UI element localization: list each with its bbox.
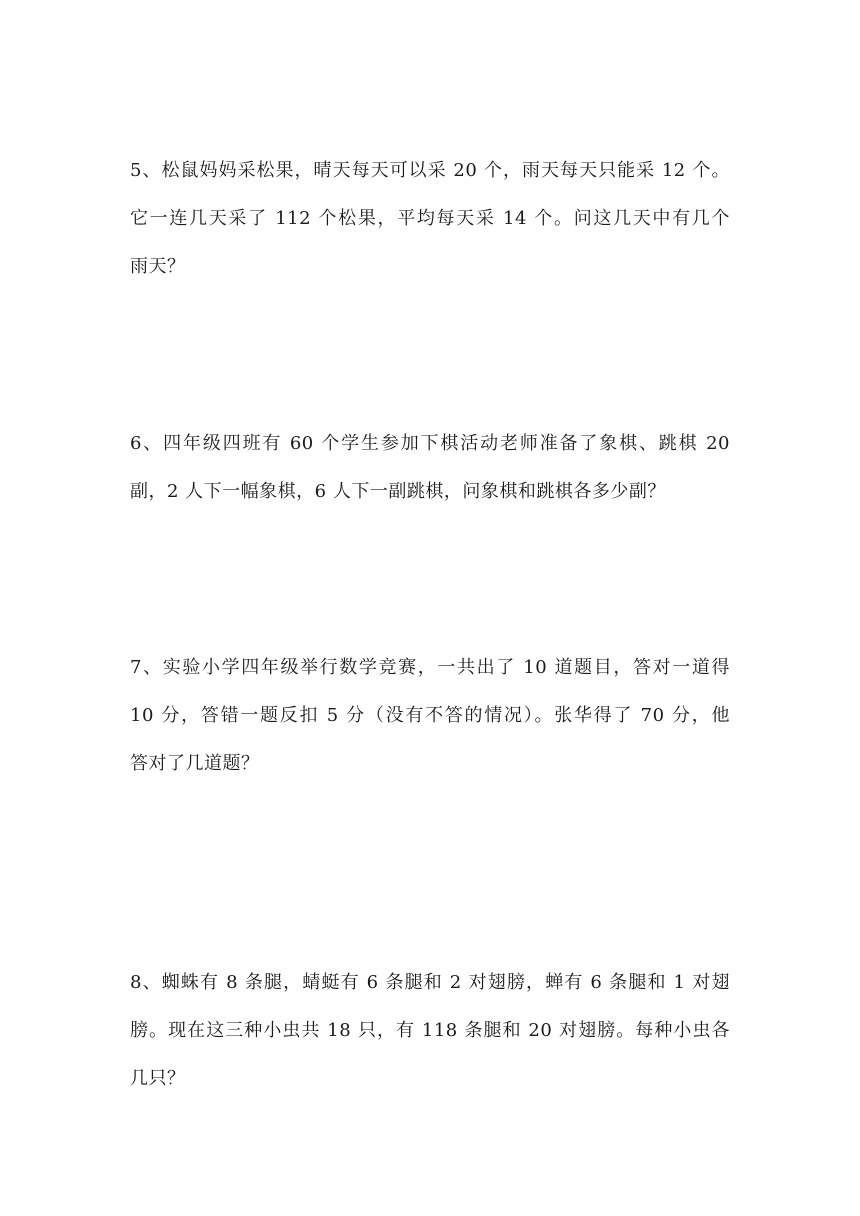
problem-7-line-2: 10 分，答错一题反扣 5 分（没有不答的情况）。张华得了 70 分，他 bbox=[130, 705, 730, 726]
problem-6-line-2: 副，2 人下一幅象棋，6 人下一副跳棋，问象棋和跳棋各多少副？ bbox=[130, 481, 666, 502]
problem-8-line-2: 膀。现在这三种小虫共 18 只，有 118 条腿和 20 对翅膀。每种小虫各 bbox=[130, 1020, 730, 1041]
problem-5-line-2: 它一连几天采了 112 个松果，平均每天采 14 个。问这几天中有几个 bbox=[130, 208, 730, 229]
problem-6-line-1: 6、四年级四班有 60 个学生参加下棋活动老师准备了象棋、跳棋 20 bbox=[130, 433, 730, 454]
problem-5-line-3: 雨天？ bbox=[130, 256, 186, 277]
problem-7-line-3: 答对了几道题？ bbox=[130, 753, 260, 774]
problem-8-line-1: 8、蜘蛛有 8 条腿，蜻蜓有 6 条腿和 2 对翅膀，蝉有 6 条腿和 1 对翅 bbox=[130, 972, 730, 993]
problem-5 bbox=[130, 158, 730, 280]
problem-7-line-1: 7、实验小学四年级举行数学竞赛，一共出了 10 道题目，答对一道得 bbox=[130, 657, 730, 678]
problem-7 bbox=[130, 655, 730, 777]
problem-8 bbox=[130, 970, 730, 1092]
problem-8-line-3: 几只？ bbox=[130, 1068, 186, 1089]
problem-5-line-1: 5、松鼠妈妈采松果，晴天每天可以采 20 个，雨天每天只能采 12 个。 bbox=[130, 160, 730, 181]
problem-6 bbox=[130, 431, 730, 505]
